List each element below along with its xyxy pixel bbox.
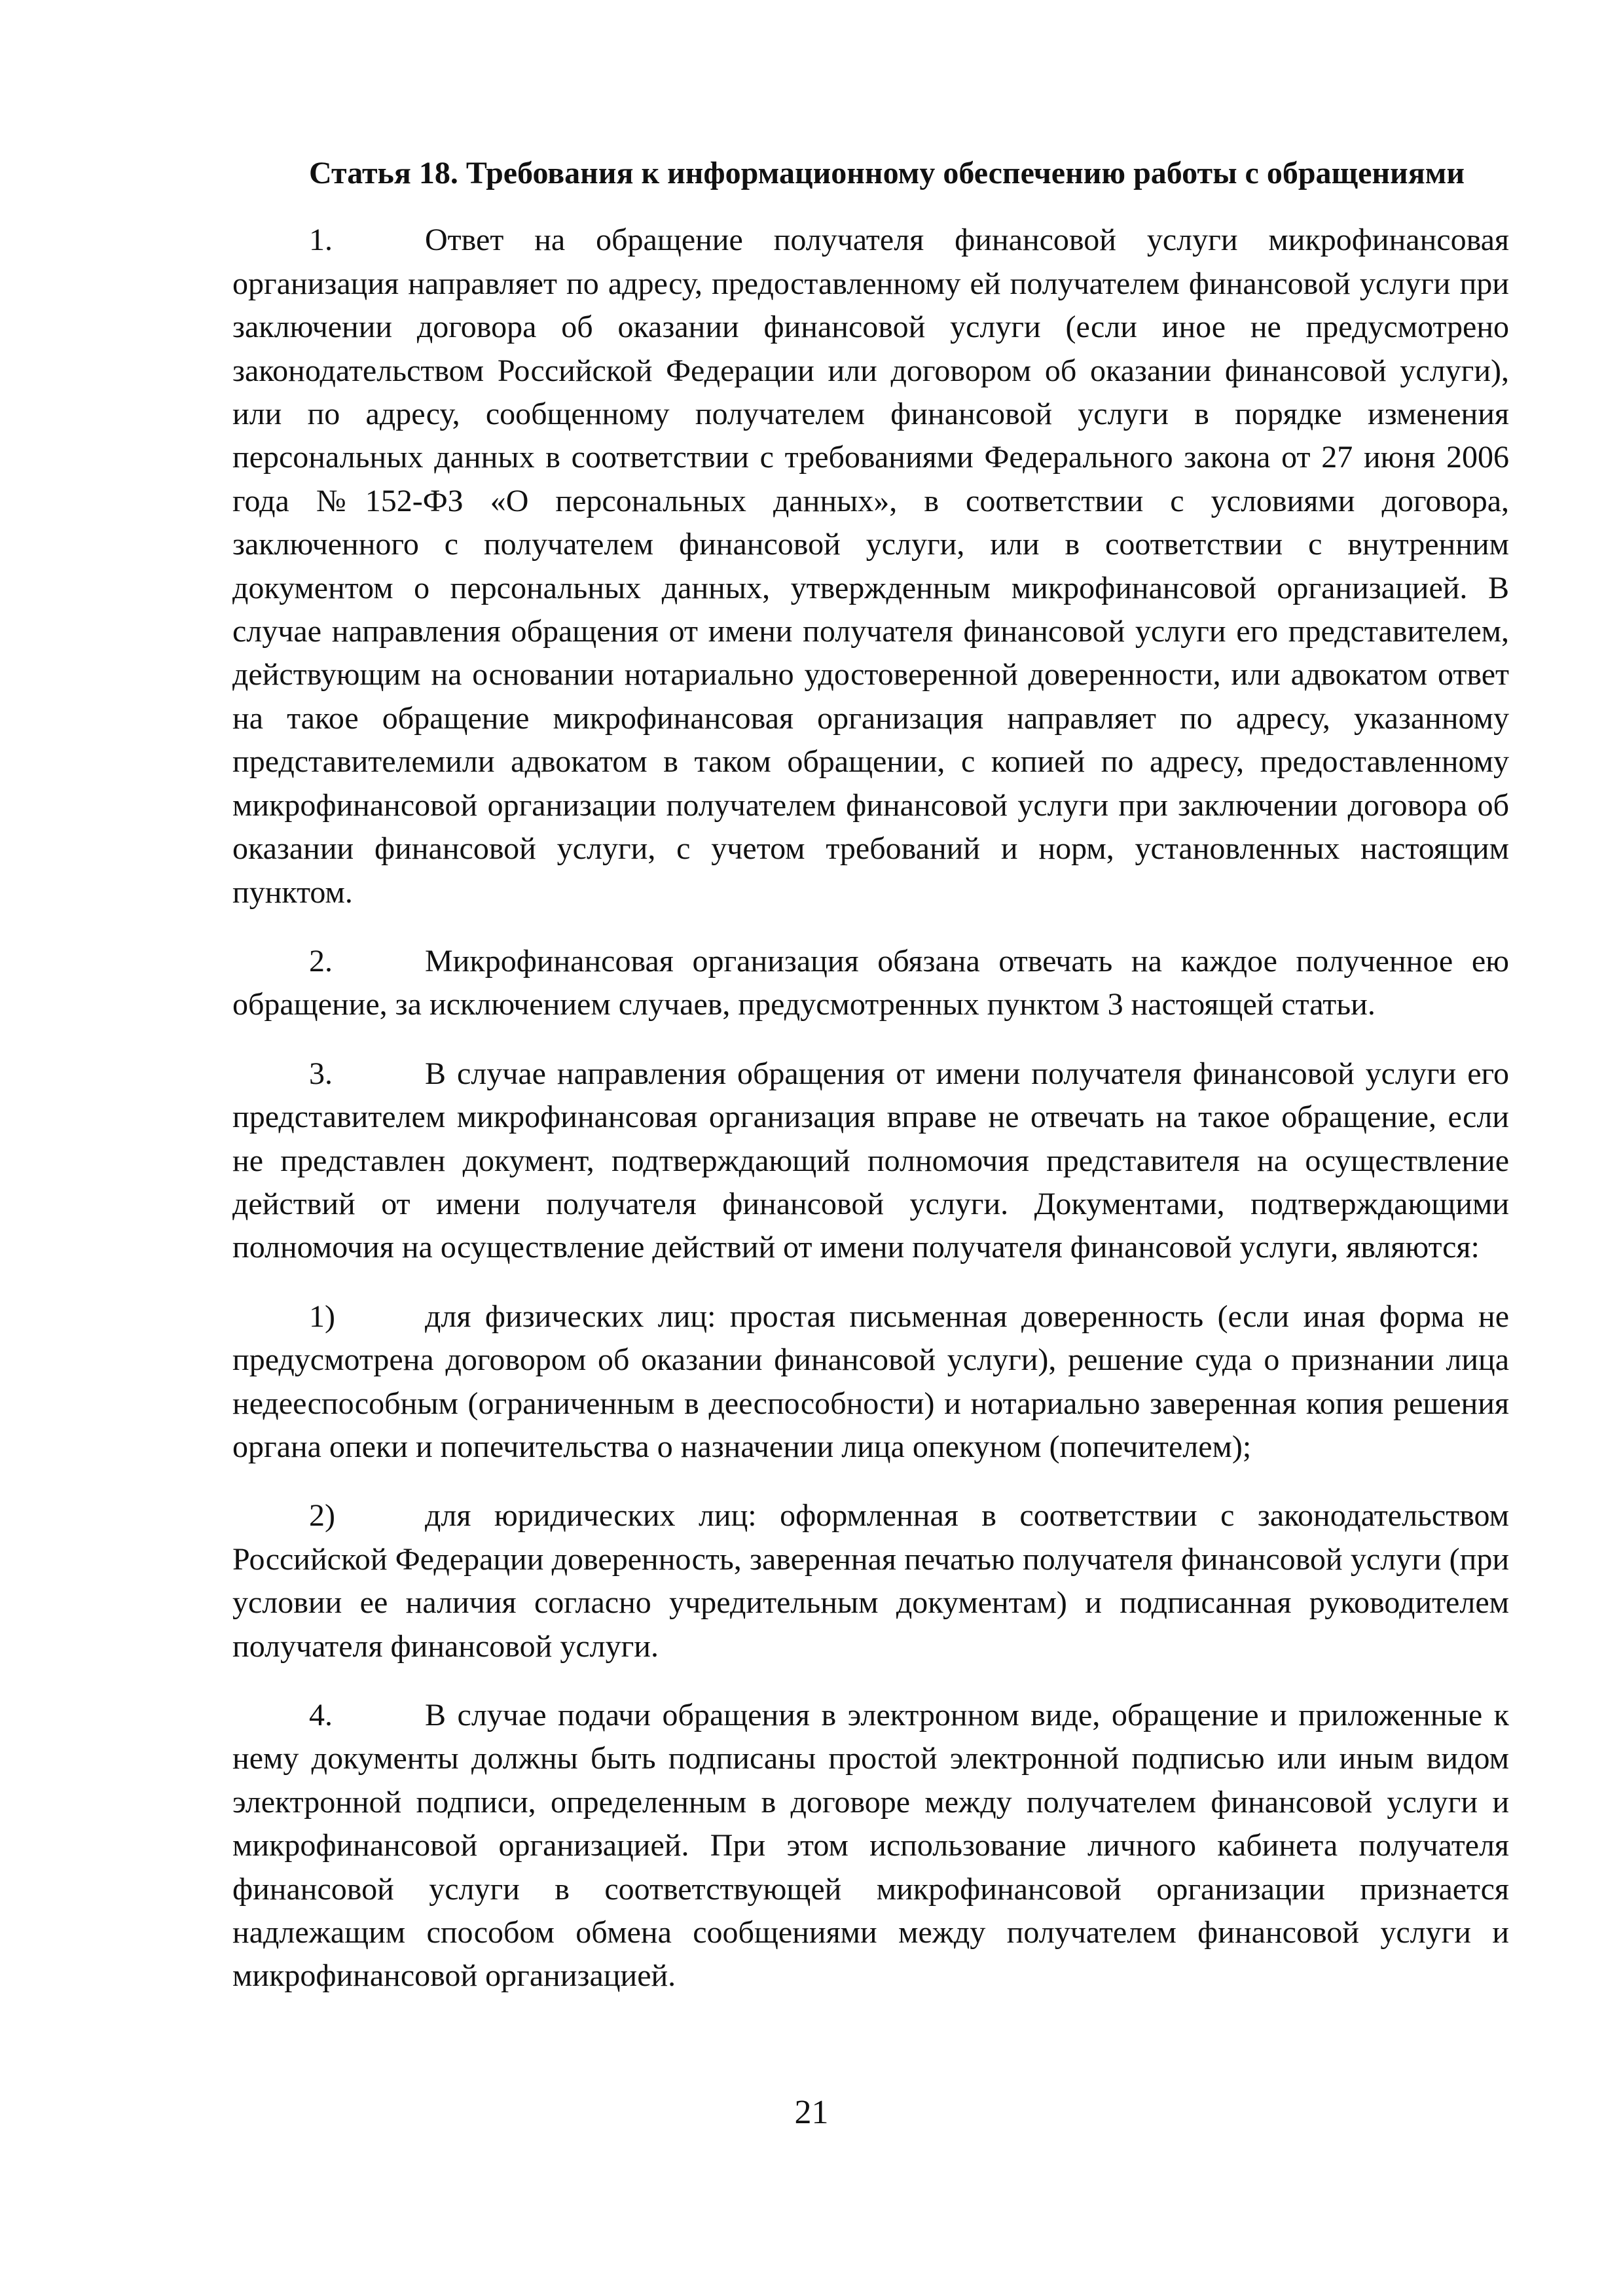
paragraph-text: Ответ на обращение получателя финансовой услуги микрофинансовая организация направляет по адресу, предоставленному ей получателем финансовой услуги при заключении договора об оказании финансовой услуги (если иное не предусмотрено законодательством Российской Федерации или договором об оказании финансовой услуги), или по адресу, сообщенному получателем финансовой услуги в порядке изменения персональных данных в соответствии с требованиями Федерального закона от 27 июня 2006 года №152-ФЗ «О персональных данных», в соответствии с условиями договора, заключенного с получателем финансовой услуги, или в соответствии с внутренним документом о персональных данных, утвержденным микрофинансовой организацией. В случае направления обращения от имени получателя финансовой услуги его представителем, действующим на основании нотариально удостоверенной доверенности, или адвокатом ответ на такое обращение микрофинансовая организация направляет по адресу, указанному представителемили адвокатом в таком обращении, с копией по адресу, предоставленному микрофинансовой организации получателем финансовой услуги при заключении договора об оказании финансовой услуги, с учетом требований и норм, установленных настоящим пунктом. (232, 223, 1509, 910)
subitem-2 (232, 1494, 1509, 1668)
document-page (232, 152, 1509, 2024)
subitem-1 (232, 1295, 1509, 1469)
paragraph-number: 4. (309, 1698, 333, 1732)
subitem-number: 1) (309, 1299, 335, 1334)
paragraph-4 (232, 1694, 1509, 1998)
subitem-text: для юридических лиц: оформленная в соответствии с законодательством Российской Федерации доверенность, заверенная печатью получателя финансовой услуги (при условии ее наличия согласно учредительным документам) и подписанная руководителем получателя финансовой услуги. (232, 1498, 1509, 1664)
paragraph-text: В случае направления обращения от имени получателя финансовой услуги его представителем микрофинансовая организация вправе не отвечать на такое обращение, если не представлен документ, подтверждающий полномочия представителя на осуществление действий от имени получателя финансовой услуги. Документами, подтверждающими полномочия на осуществление действий от имени получателя финансовой услуги, являются: (232, 1056, 1509, 1265)
paragraph-1 (232, 219, 1509, 914)
paragraph-2 (232, 940, 1509, 1027)
subitem-text: для физических лиц: простая письменная доверенность (если иная форма не предусмотрена договором об оказании финансовой услуги), решение суда о признании лица недееспособным (ограниченным в дееспособности) и нотариально заверенная копия решения органа опеки и попечительства о назначении лица опекуном (попечителем); (232, 1299, 1509, 1464)
paragraph-3 (232, 1052, 1509, 1270)
page-number: 21 (794, 2094, 829, 2131)
paragraph-number: 3. (309, 1056, 333, 1091)
article-title: Статья 18. Требования к информационному обеспечению работы с обращениями (309, 156, 1465, 190)
paragraph-number: 1. (309, 223, 333, 258)
paragraph-text: В случае подачи обращения в электронном виде, обращение и приложенные к нему документы должны быть подписаны простой электронной подписью или иным видом электронной подписи, определенным в договоре между получателем финансовой услуги и микрофинансовой организацией. При этом использование личного кабинета получателя финансовой услуги в соответствующей микрофинансовой организации признается надлежащим способом обмена сообщениями между получателем финансовой услуги и микрофинансовой организацией. (232, 1698, 1509, 1994)
paragraph-number: 2. (309, 943, 333, 978)
subitem-number: 2) (309, 1498, 335, 1534)
paragraph-text: Микрофинансовая организация обязана отвечать на каждое полученное ею обращение, за исключением случаев, предусмотренных пунктом 3 настоящей статьи. (232, 943, 1509, 1022)
